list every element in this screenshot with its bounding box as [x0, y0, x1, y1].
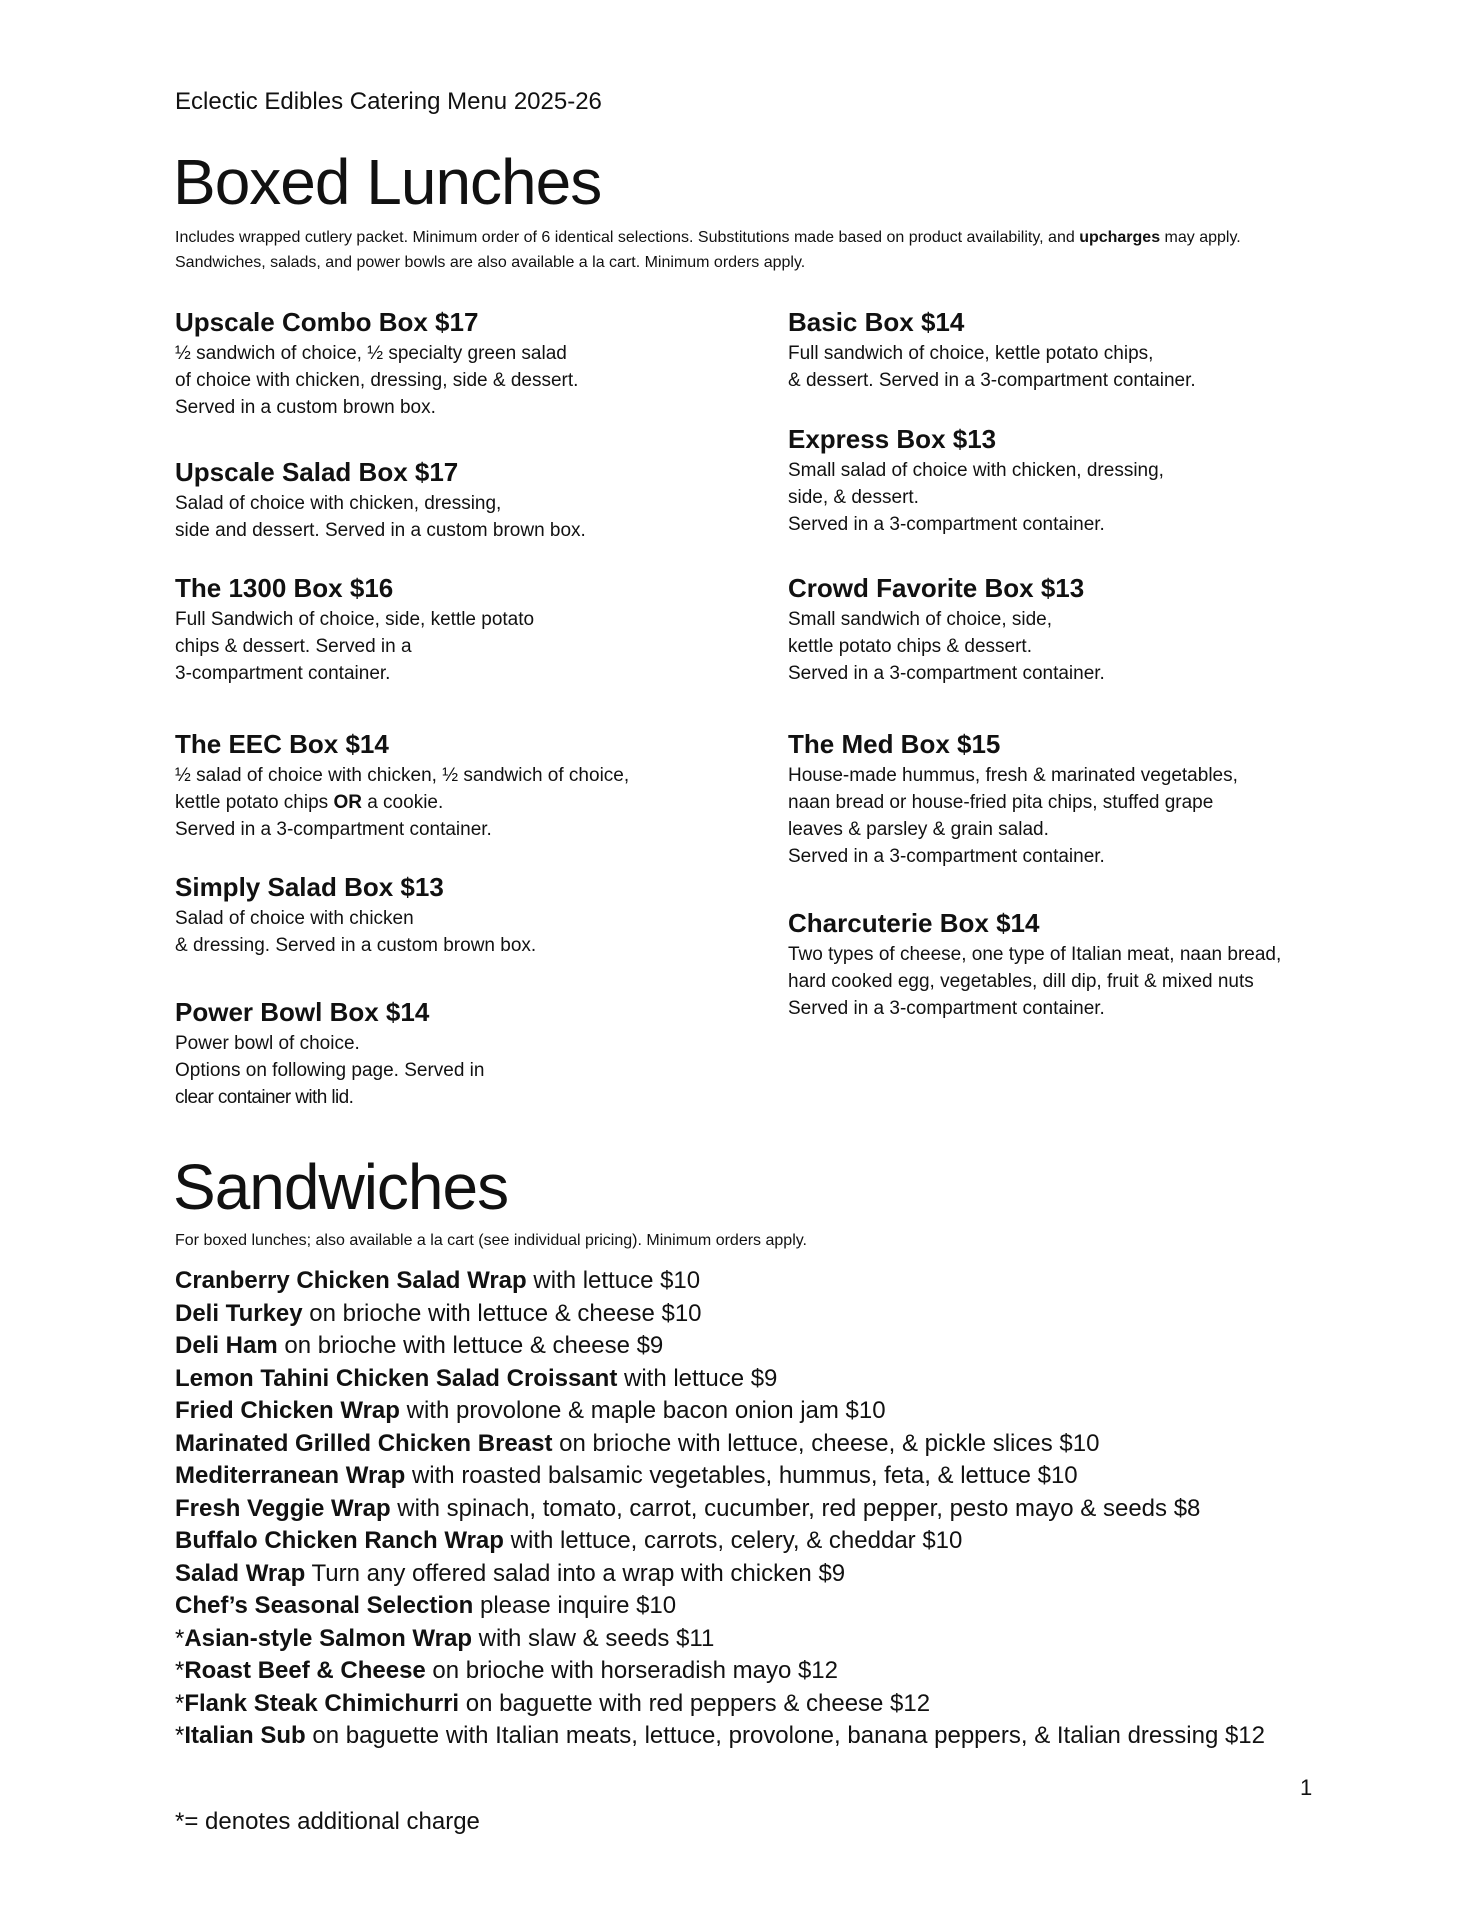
box-title: Crowd Favorite Box $13: [788, 573, 1085, 603]
sandwich-name: Asian-style Salmon Wrap: [184, 1624, 472, 1652]
box-title: The EEC Box $14: [175, 729, 389, 759]
box-title: Express Box $13: [788, 424, 997, 454]
box-express: [788, 423, 1348, 538]
sandwich-list: [175, 1265, 1265, 1753]
sandwich-description: Turn any offered salad into a wrap with chicken $9: [305, 1559, 846, 1587]
sandwich-description: on brioche with lettuce, cheese, & pickle slices $10: [552, 1429, 1100, 1457]
box-desc-line: Salad of choice with chicken: [175, 908, 414, 929]
box-desc-line: side, & dessert.: [788, 487, 919, 508]
box-description: [788, 941, 1348, 1022]
box-desc-line: Power bowl of choice.: [175, 1033, 360, 1054]
box-desc-line: chips & dessert. Served in a: [175, 636, 412, 657]
box-desc-line: leaves & parsley & grain salad.: [788, 819, 1049, 840]
box-title: Power Bowl Box $14: [175, 997, 430, 1027]
sandwich-name: Fried Chicken Wrap: [175, 1397, 400, 1424]
box-description: [175, 606, 695, 687]
box-desc-line: Served in a 3-compartment container.: [788, 663, 1105, 684]
box-desc-line: ½ sandwich of choice, ½ specialty green salad: [175, 343, 567, 364]
box-title: Upscale Combo Box $17: [175, 307, 479, 337]
box-eec: [175, 728, 695, 843]
box-description: [788, 762, 1348, 870]
or-emphasis: OR: [333, 792, 362, 813]
sandwich-description: on baguette with Italian meats, lettuce, provolone, banana peppers, & Italian dressing $12: [305, 1722, 1265, 1749]
sandwich-description: with roasted balsamic vegetables, hummus, feta, & lettuce $10: [405, 1462, 1078, 1489]
sandwich-item: [175, 1265, 1265, 1298]
or-line-after: a cookie.: [361, 792, 444, 813]
box-upscale-combo: [175, 306, 695, 421]
box-basic: [788, 306, 1348, 394]
box-description: [175, 490, 695, 544]
box-desc-line: & dessert. Served in a 3-compartment container.: [788, 370, 1196, 391]
box-desc-line: naan bread or house-fried pita chips, stuffed grape: [788, 792, 1214, 813]
sandwich-description: on brioche with lettuce & cheese $9: [277, 1332, 664, 1359]
sandwiches-intro: For boxed lunches; also available a la cart (see individual pricing). Minimum orders apply.: [175, 1232, 807, 1249]
box-desc-line: Salad of choice with chicken, dressing,: [175, 493, 502, 514]
sandwich-description: with provolone & maple bacon onion jam $10: [399, 1397, 886, 1424]
sandwich-item: [175, 1590, 1265, 1623]
box-charcuterie: [788, 907, 1348, 1022]
box-title: Charcuterie Box $14: [788, 908, 1040, 938]
box-description: [788, 606, 1348, 687]
sandwich-description: on brioche with horseradish mayo $12: [425, 1657, 838, 1684]
sandwich-name: Buffalo Chicken Ranch Wrap: [175, 1527, 504, 1554]
box-title: The Med Box $15: [788, 729, 1001, 759]
box-desc-line: Served in a 3-compartment container.: [788, 998, 1105, 1019]
page-number: 1: [1300, 1775, 1313, 1800]
box-crowd-favorite: [788, 572, 1348, 687]
sandwich-item: [175, 1623, 1265, 1656]
sandwich-name: Roast Beef & Cheese: [184, 1657, 426, 1684]
box-description: [788, 457, 1348, 538]
intro-emphasis: upcharges: [1079, 229, 1161, 246]
sandwich-item: [175, 1395, 1265, 1428]
box-desc-line: Served in a 3-compartment container.: [788, 514, 1105, 535]
box-simply-salad: [175, 871, 695, 959]
box-desc-line: Served in a 3-compartment container.: [788, 846, 1105, 867]
sandwich-item: [175, 1460, 1265, 1493]
box-title: Upscale Salad Box $17: [175, 457, 459, 487]
sandwich-name: Chef’s Seasonal Selection: [175, 1592, 474, 1619]
additional-charge-marker: *: [175, 1722, 185, 1749]
sandwich-item: [175, 1558, 1265, 1591]
box-desc-line: side and dessert. Served in a custom brown box.: [175, 520, 586, 541]
sandwich-description: with slaw & seeds $11: [471, 1624, 715, 1652]
box-desc-line: Served in a 3-compartment container.: [175, 819, 492, 840]
additional-charge-marker: *: [175, 1657, 185, 1684]
intro-text: Includes wrapped cutlery packet. Minimum order of 6 identical selections. Substitutions made based on product availability, and: [175, 229, 1080, 246]
box-desc-line: clear container with lid.: [175, 1087, 354, 1108]
sandwich-name: Fresh Veggie Wrap: [175, 1494, 391, 1522]
sandwich-item: [175, 1525, 1265, 1558]
box-desc-line: Served in a custom brown box.: [175, 397, 436, 418]
box-title: The 1300 Box $16: [175, 573, 394, 603]
box-description: [175, 340, 695, 421]
sandwich-description: with lettuce $9: [617, 1364, 778, 1392]
sandwich-description: with lettuce, carrots, celery, & cheddar $10: [503, 1527, 963, 1554]
sandwich-item: [175, 1688, 1265, 1721]
sandwich-name: Marinated Grilled Chicken Breast: [175, 1429, 553, 1457]
box-desc-line: House-made hummus, fresh & marinated vegetables,: [788, 765, 1238, 786]
box-title: Simply Salad Box $13: [175, 872, 444, 902]
sandwich-description: please inquire $10: [473, 1592, 677, 1619]
box-title: Basic Box $14: [788, 307, 965, 337]
sandwich-item: [175, 1330, 1265, 1363]
footnote: *= denotes additional charge: [175, 1808, 480, 1835]
box-description: [788, 340, 1348, 394]
box-desc-line: of choice with chicken, dressing, side & dessert.: [175, 370, 579, 391]
sandwiches-title: Sandwiches: [173, 1151, 509, 1223]
box-desc-line: ½ salad of choice with chicken, ½ sandwich of choice,: [175, 765, 630, 786]
sandwich-description: on baguette with red peppers & cheese $12: [459, 1689, 931, 1717]
box-desc-line: kettle potato chips & dessert.: [788, 636, 1032, 657]
or-line-before: kettle potato chips: [175, 792, 334, 813]
box-desc-line: Small salad of choice with chicken, dressing,: [788, 460, 1164, 481]
sandwich-item: [175, 1720, 1265, 1753]
box-description: [175, 1030, 695, 1111]
box-upscale-salad: [175, 456, 695, 544]
box-description: [175, 762, 695, 843]
additional-charge-marker: *: [175, 1689, 185, 1717]
sandwich-name: Italian Sub: [184, 1722, 306, 1749]
box-desc-line: Two types of cheese, one type of Italian meat, naan bread,: [788, 944, 1282, 965]
sandwich-name: Deli Ham: [175, 1332, 278, 1359]
box-med: [788, 728, 1348, 870]
box-desc-line: Full sandwich of choice, kettle potato chips,: [788, 343, 1154, 364]
intro-text-end: may apply. Sandwiches, salads, and power bowls are also available a la cart. Minimum orders apply.: [175, 229, 1241, 271]
sandwich-description: with lettuce $10: [526, 1267, 701, 1294]
sandwich-description: with spinach, tomato, carrot, cucumber, red pepper, pesto mayo & seeds $8: [390, 1494, 1201, 1522]
sandwich-name: Deli Turkey: [175, 1299, 303, 1327]
box-desc-line: Small sandwich of choice, side,: [788, 609, 1053, 630]
sandwich-name: Flank Steak Chimichurri: [184, 1689, 460, 1717]
sandwich-item: [175, 1428, 1265, 1461]
sandwich-item: [175, 1655, 1265, 1688]
document-header: Eclectic Edibles Catering Menu 2025-26: [175, 88, 602, 115]
sandwich-item: [175, 1363, 1265, 1396]
box-1300: [175, 572, 695, 687]
boxed-lunches-intro: [175, 225, 1295, 275]
box-desc-line: hard cooked egg, vegetables, dill dip, fruit & mixed nuts: [788, 971, 1254, 992]
sandwich-name: Cranberry Chicken Salad Wrap: [175, 1267, 527, 1294]
sandwich-name: Mediterranean Wrap: [175, 1462, 406, 1489]
sandwich-description: on brioche with lettuce & cheese $10: [302, 1299, 702, 1327]
sandwich-name: Lemon Tahini Chicken Salad Croissant: [175, 1364, 618, 1392]
box-desc-line: [175, 789, 695, 816]
box-desc-line: 3-compartment container.: [175, 663, 391, 684]
sandwich-item: [175, 1493, 1265, 1526]
sandwich-item: [175, 1298, 1265, 1331]
boxed-lunches-title: Boxed Lunches: [173, 146, 602, 218]
box-desc-line: Full Sandwich of choice, side, kettle potato: [175, 609, 535, 630]
box-power-bowl: [175, 996, 695, 1111]
box-description: [175, 905, 695, 959]
box-desc-line: Options on following page. Served in: [175, 1060, 485, 1081]
additional-charge-marker: *: [175, 1624, 185, 1652]
sandwich-name: Salad Wrap: [175, 1559, 306, 1587]
box-desc-line: & dressing. Served in a custom brown box.: [175, 935, 537, 956]
